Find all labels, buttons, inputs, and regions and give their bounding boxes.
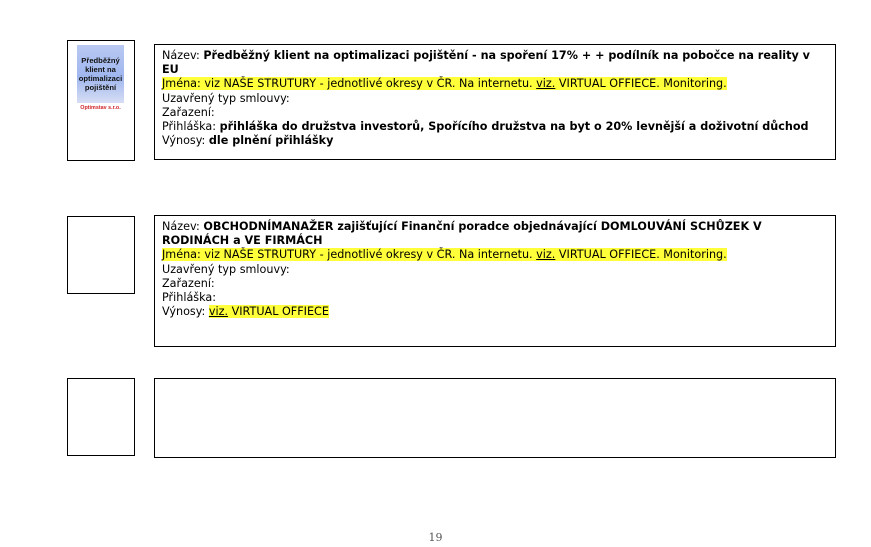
nazev-label: Název: (162, 220, 200, 233)
prihlaska-label: Přihláška: (162, 291, 217, 305)
logo-brand: Optimstav s.r.o. (80, 105, 121, 111)
jmena-label: Jména: (162, 248, 201, 262)
jmena-line (162, 77, 828, 91)
nazev-value: Předběžný klient na optimalizaci pojištění - na spoření 17% + + podílník na pobočce na reality v EU (162, 49, 810, 77)
typ-smlouvy-line (162, 263, 828, 277)
logo-box-3 (67, 378, 135, 456)
viz-link[interactable]: viz. (208, 305, 229, 319)
logo-box-2 (67, 216, 135, 294)
vynosy-label: Výnosy: (162, 305, 206, 319)
jmena-text: viz NAŠE STRUTURY - jednotlivé okresy v ČR. Na internetu. (200, 77, 537, 91)
company-logo (77, 45, 124, 112)
nazev-line (162, 220, 828, 248)
typ-smlouvy-label: Uzavřený typ smlouvy: (162, 91, 290, 105)
jmena-text-end: VIRTUAL OFFIECE. Monitoring. (555, 248, 727, 262)
vynosy-value: dle plnění přihlášky (208, 134, 334, 148)
prihlaska-line (162, 120, 828, 134)
nazev-value: OBCHODNÍMANAŽER zajišťující Finanční poradce objednávající DOMLOUVÁNÍ SCHŮZEK V RODINÁCH a VE FIRMÁCH (162, 220, 762, 248)
viz-link[interactable]: viz. (536, 77, 556, 91)
jmena-line (162, 248, 828, 262)
jmena-text: viz NAŠE STRUTURY - jednotlivé okresy v ČR. Na internetu. (200, 248, 537, 262)
prihlaska-line (162, 291, 828, 305)
jmena-text-end: VIRTUAL OFFIECE. Monitoring. (555, 77, 727, 91)
prihlaska-label: Přihláška: (162, 120, 217, 134)
zarazeni-label: Zařazení: (162, 105, 215, 119)
prihlaska-value: přihláška do družstva investorů, Spořícího družstva na byt o 20% levnější a doživotní důchod (219, 120, 809, 134)
jmena-label: Jména: (162, 77, 201, 91)
page-number: 19 (428, 531, 443, 544)
vynosy-line (162, 305, 828, 319)
vynosy-value: VIRTUAL OFFIECE (228, 305, 329, 319)
zarazeni-label: Zařazení: (162, 276, 215, 290)
logo-box-1 (67, 40, 135, 161)
typ-smlouvy-line (162, 92, 828, 106)
vynosy-line (162, 134, 828, 148)
nazev-line (162, 49, 828, 77)
typ-smlouvy-label: Uzavřený typ smlouvy: (162, 262, 290, 276)
vynosy-label: Výnosy: (162, 134, 206, 148)
nazev-label: Název: (162, 49, 200, 62)
zarazeni-line (162, 106, 828, 120)
viz-link[interactable]: viz. (536, 248, 556, 262)
logo-graphic (77, 45, 124, 103)
info-box-1 (154, 44, 836, 160)
info-box-2 (154, 215, 836, 347)
info-box-3 (154, 378, 836, 458)
zarazeni-line (162, 277, 828, 291)
logo-text: Předběžný klient na optimalizaci pojištění (78, 55, 123, 93)
